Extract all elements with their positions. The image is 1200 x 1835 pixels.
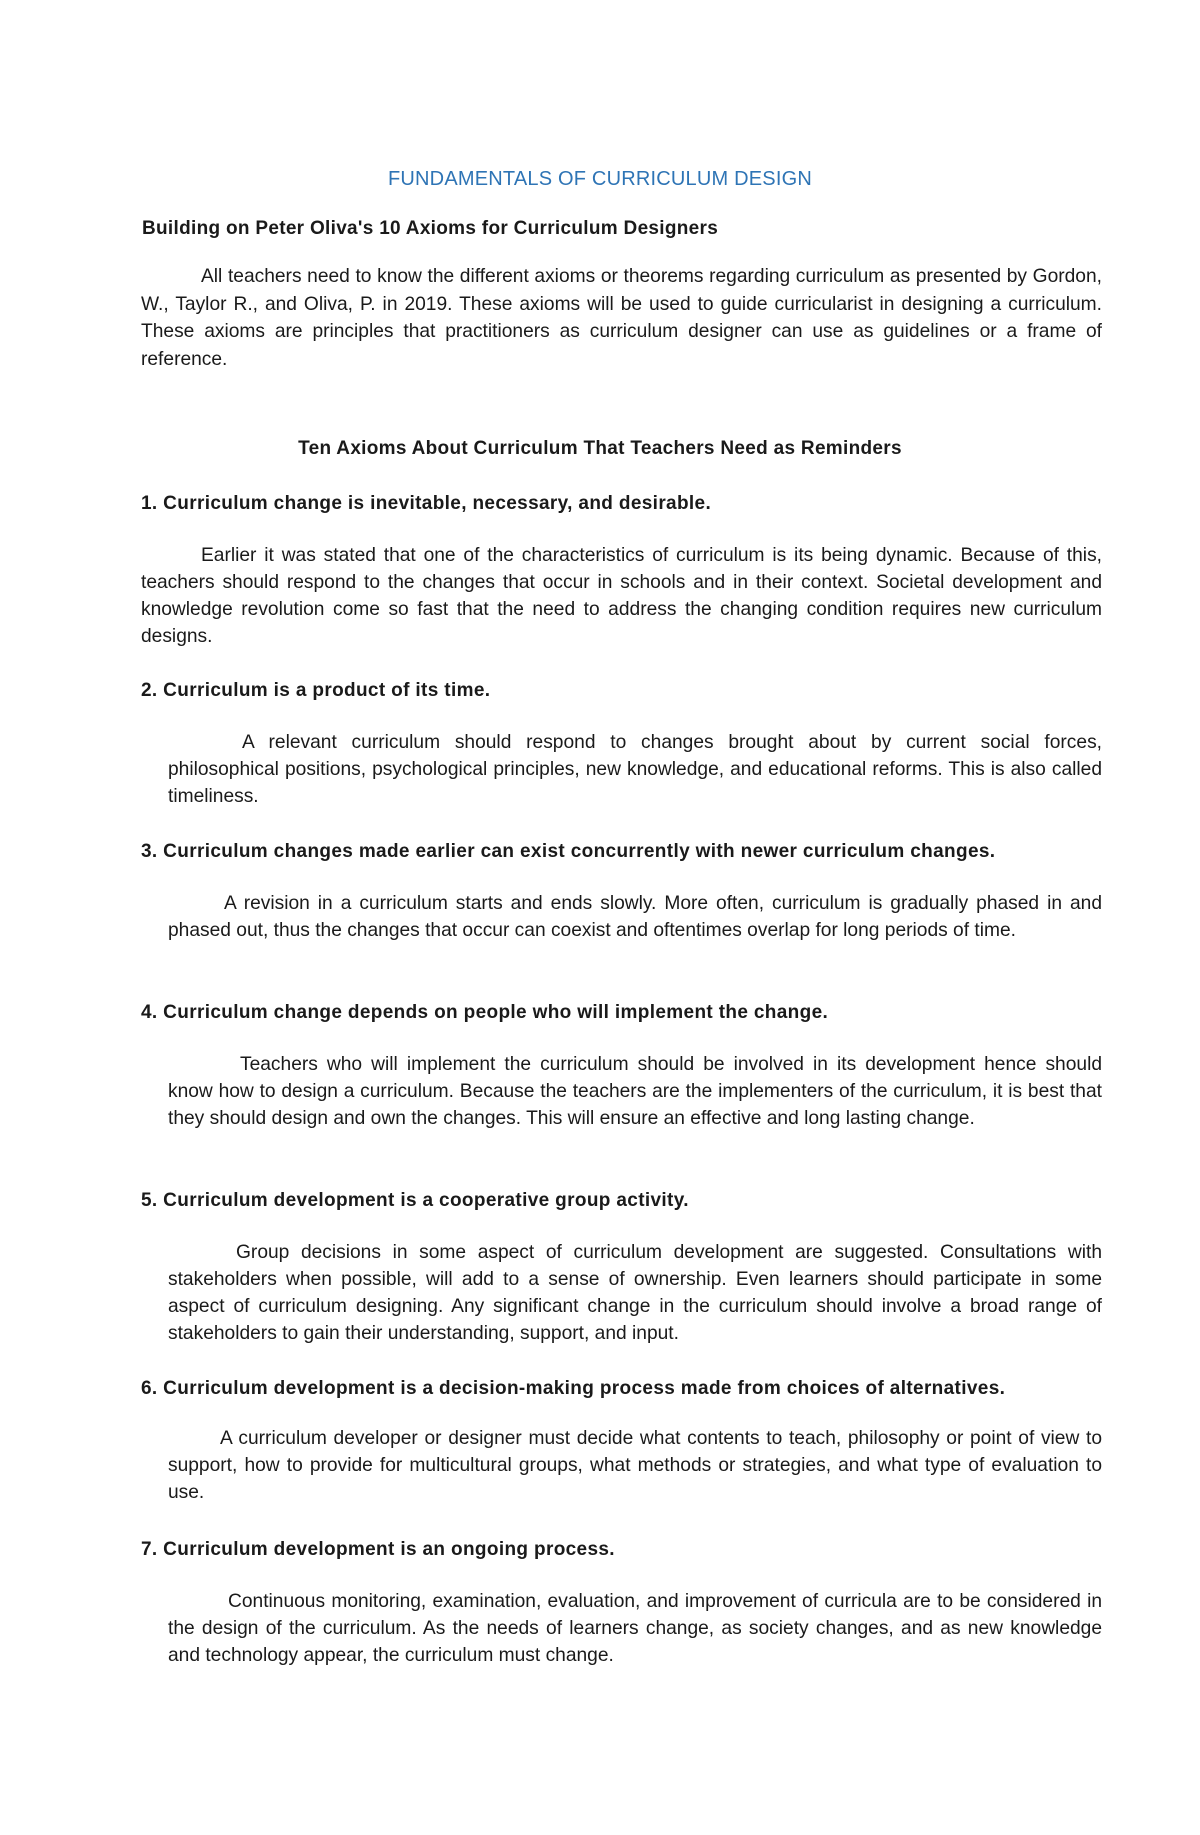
section-heading: Ten Axioms About Curriculum That Teachers Need as Reminders [298, 438, 902, 459]
axiom-body-3: A revision in a curriculum starts and ends slowly. More often, curriculum is gradually phased in and phased out, thus the changes that occur can coexist and oftentimes overlap for long periods of time. [168, 893, 1102, 941]
axiom-title-3: 3. Curriculum changes made earlier can exist concurrently with newer curriculum changes. [141, 841, 996, 862]
axiom-title-5: 5. Curriculum development is a cooperative group activity. [141, 1190, 689, 1211]
intro-paragraph: All teachers need to know the different axioms or theorems regarding curriculum as presented by Gordon, W., Taylor R., and Oliva, P. in 2019. These axioms will be used to guide curricularist in designing a curriculum. These axioms are principles that practitioners as curriculum designer can use as guidelines or a frame of reference. [141, 266, 1102, 370]
document-subtitle: Building on Peter Oliva's 10 Axioms for Curriculum Designers [142, 218, 719, 239]
axiom-body-1: Earlier it was stated that one of the characteristics of curriculum is its being dynamic. Because of this, teachers should respond to the changes that occur in schools and in their context. Societal development and knowledge revolution come so fast that the need to address the changing condition requires new curriculum designs. [141, 545, 1102, 647]
axiom-body-4: Teachers who will implement the curriculum should be involved in its development hence should know how to design a curriculum. Because the teachers are the implementers of the curriculum, it is best that they should design and own the changes. This will ensure an effective and long lasting change. [168, 1054, 1102, 1129]
axiom-title-2: 2. Curriculum is a product of its time. [141, 680, 491, 701]
axiom-body-2: A relevant curriculum should respond to changes brought about by current social forces, philosophical positions, psychological principles, new knowledge, and educational reforms. This is also called timeliness. [168, 732, 1102, 807]
document-title: FUNDAMENTALS OF CURRICULUM DESIGN [387, 168, 813, 190]
axiom-title-7: 7. Curriculum development is an ongoing process. [141, 1539, 615, 1560]
axiom-title-1: 1. Curriculum change is inevitable, necessary, and desirable. [141, 493, 712, 514]
axiom-title-6: 6. Curriculum development is a decision-making process made from choices of alternatives. [141, 1378, 1006, 1399]
axiom-body-6: A curriculum developer or designer must decide what contents to teach, philosophy or point of view to support, how to provide for multicultural groups, what methods or strategies, and what type of evaluation to use. [168, 1428, 1102, 1503]
axiom-body-5: Group decisions in some aspect of curriculum development are suggested. Consultations with stakeholders when possible, will add to a sense of ownership. Even learners should participate in some aspect of curriculum designing. Any significant change in the curriculum should involve a broad range of stakeholders to gain their understanding, support, and input. [168, 1242, 1102, 1344]
axiom-title-4: 4. Curriculum change depends on people who will implement the change. [141, 1002, 829, 1023]
axiom-body-7: Continuous monitoring, examination, evaluation, and improvement of curricula are to be considered in the design of the curriculum. As the needs of learners change, as society changes, and as new knowledge and technology appear, the curriculum must change. [168, 1591, 1102, 1666]
